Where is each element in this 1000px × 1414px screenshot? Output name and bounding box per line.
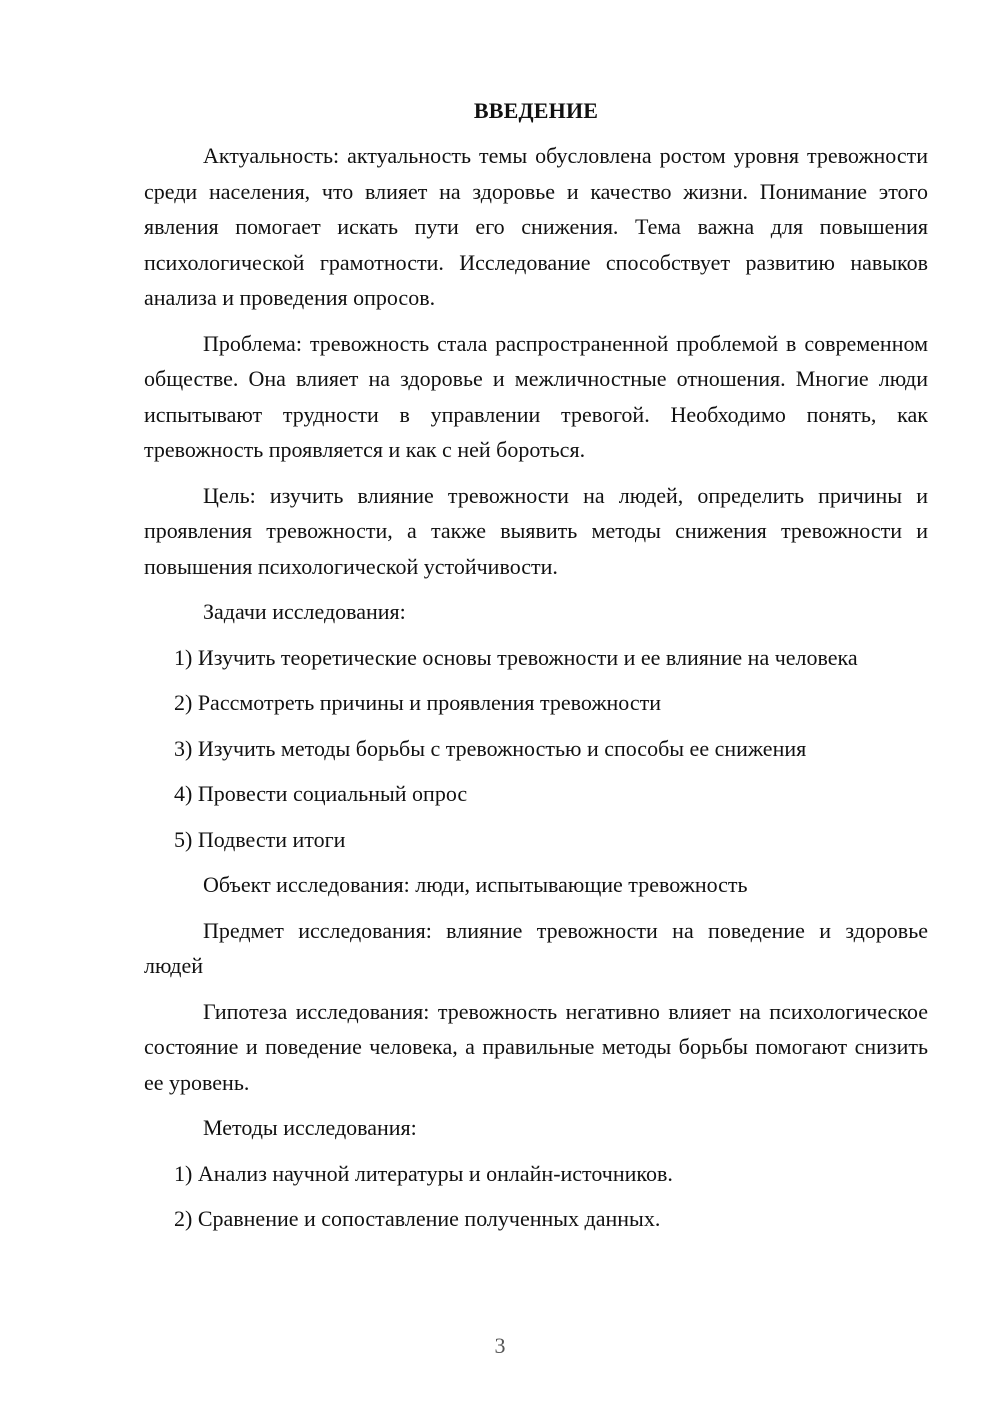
- page-number: 3: [494, 1333, 506, 1358]
- method-item: 1) Анализ научной литературы и онлайн-источников.: [174, 1160, 673, 1186]
- method-item: 2) Сравнение и сопоставление полученных данных.: [174, 1206, 661, 1231]
- paragraph-hypothesis: Гипотеза исследования: тревожность негативно влияет на психологическое состояние и поведение человека, а правильные методы борьбы помогают снизить ее уровень.: [144, 998, 928, 1095]
- paragraph-object: Объект исследования: люди, испытывающие тревожность: [203, 872, 748, 897]
- paragraph-relevance: Актуальность: актуальность темы обусловлена ростом уровня тревожности среди населения, что влияет на здоровье и качество жизни. Понимание этого явления помогает искать пути его снижения. Тема важна для повышения психологической грамотности. Исследование способствует развитию навыков анализа и проведения опросов.: [144, 143, 928, 310]
- methods-heading: Методы исследования:: [203, 1115, 417, 1140]
- task-item: 4) Провести социальный опрос: [174, 781, 468, 806]
- task-item: 5) Подвести итоги: [174, 826, 346, 852]
- task-item: 2) Рассмотреть причины и проявления тревожности: [174, 690, 661, 715]
- tasks-heading: Задачи исследования:: [203, 599, 406, 624]
- paragraph-subject: Предмет исследования: влияние тревожности на поведение и здоровье людей: [144, 917, 928, 978]
- task-item: 3) Изучить методы борьбы с тревожностью и способы ее снижения: [174, 735, 807, 761]
- paragraph-goal: Цель: изучить влияние тревожности на людей, определить причины и проявления тревожности, а также выявить методы снижения тревожности и повышения психологической устойчивости.: [144, 482, 928, 579]
- task-item: 1) Изучить теоретические основы тревожности и ее влияние на человека: [174, 644, 858, 670]
- page-content: [144, 93, 928, 1247]
- page-title: ВВЕДЕНИЕ: [473, 98, 599, 123]
- paragraph-problem: Проблема: тревожность стала распространенной проблемой в современном обществе. Она влияет на здоровье и межличностные отношения. Многие люди испытывают трудности в управлении тревогой. Необходимо понять, как тревожность проявляется и как с ней бороться.: [144, 330, 928, 462]
